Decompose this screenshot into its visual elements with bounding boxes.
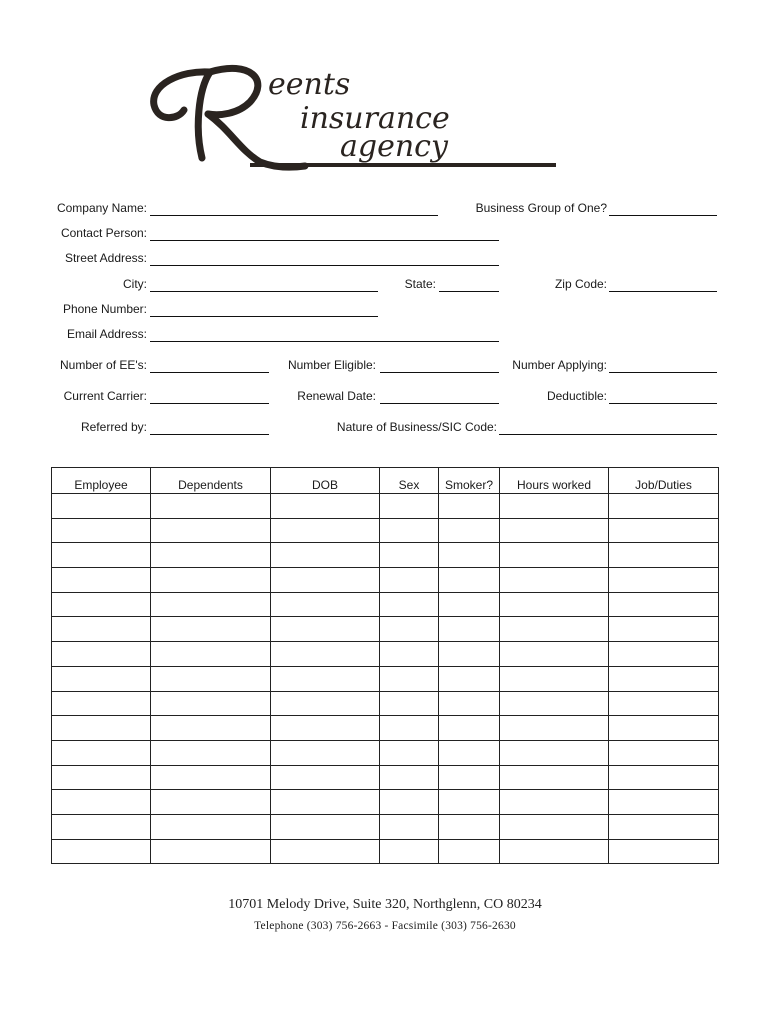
- table-cell[interactable]: [271, 716, 380, 741]
- table-cell[interactable]: [271, 518, 380, 543]
- table-cell[interactable]: [439, 617, 500, 642]
- state-label: State:: [404, 277, 436, 291]
- table-cell[interactable]: [439, 740, 500, 765]
- table-row: [52, 666, 719, 691]
- table-cell[interactable]: [52, 716, 151, 741]
- table-cell[interactable]: [380, 716, 439, 741]
- zip-code-label: Zip Code:: [554, 277, 607, 291]
- city-field[interactable]: [150, 291, 378, 292]
- deductible-field[interactable]: [609, 403, 717, 404]
- current-carrier-field[interactable]: [150, 403, 269, 404]
- table-cell[interactable]: [439, 691, 500, 716]
- table-cell[interactable]: [609, 790, 719, 815]
- table-row: [52, 642, 719, 667]
- table-cell[interactable]: [151, 642, 271, 667]
- table-cell[interactable]: [609, 543, 719, 568]
- number-ees-label: Number of EE's:: [60, 358, 147, 372]
- table-cell[interactable]: [380, 740, 439, 765]
- phone-number-field[interactable]: [150, 316, 378, 317]
- table-row: [52, 691, 719, 716]
- table-cell[interactable]: [500, 765, 609, 790]
- zip-code-field[interactable]: [609, 291, 717, 292]
- table-cell[interactable]: [500, 790, 609, 815]
- table-cell[interactable]: [151, 716, 271, 741]
- deductible-label: Deductible:: [546, 389, 607, 403]
- table-body: [52, 494, 719, 864]
- table-cell[interactable]: [609, 666, 719, 691]
- table-row: [52, 568, 719, 593]
- table-cell[interactable]: [500, 592, 609, 617]
- table-cell[interactable]: [271, 666, 380, 691]
- table-cell[interactable]: [380, 543, 439, 568]
- table-cell[interactable]: [609, 814, 719, 839]
- table-row: [52, 814, 719, 839]
- table-cell[interactable]: [271, 592, 380, 617]
- table-cell[interactable]: [52, 691, 151, 716]
- current-carrier-label: Current Carrier:: [63, 389, 147, 403]
- table-row: [52, 740, 719, 765]
- col-dob: DOB: [271, 468, 380, 494]
- table-row: [52, 518, 719, 543]
- table-row: [52, 790, 719, 815]
- renewal-date-label: Renewal Date:: [297, 389, 376, 403]
- contact-person-field[interactable]: [150, 240, 499, 241]
- table-cell[interactable]: [380, 592, 439, 617]
- number-eligible-field[interactable]: [380, 372, 499, 373]
- nature-business-label: Nature of Business/SIC Code:: [336, 420, 497, 434]
- col-job-duties: Job/Duties: [609, 468, 719, 494]
- table-cell[interactable]: [271, 543, 380, 568]
- renewal-date-field[interactable]: [380, 403, 499, 404]
- table-cell[interactable]: [151, 568, 271, 593]
- table-cell[interactable]: [271, 740, 380, 765]
- table-cell[interactable]: [609, 765, 719, 790]
- table-cell[interactable]: [380, 518, 439, 543]
- table-cell[interactable]: [271, 568, 380, 593]
- state-field[interactable]: [439, 291, 499, 292]
- table-row: [52, 839, 719, 864]
- table-cell[interactable]: [500, 716, 609, 741]
- table-cell[interactable]: [500, 740, 609, 765]
- table-cell[interactable]: [380, 691, 439, 716]
- table-cell[interactable]: [609, 494, 719, 519]
- table-cell[interactable]: [609, 691, 719, 716]
- table-cell[interactable]: [439, 543, 500, 568]
- table-cell[interactable]: [151, 518, 271, 543]
- agency-phone-fax: Telephone (303) 756-2663 - Facsimile (303) 756-2630: [254, 920, 516, 932]
- col-dependents: Dependents: [151, 468, 271, 494]
- table-cell[interactable]: [380, 814, 439, 839]
- table-cell[interactable]: [500, 568, 609, 593]
- table-cell[interactable]: [151, 494, 271, 519]
- table-cell[interactable]: [151, 617, 271, 642]
- col-employee: Employee: [52, 468, 151, 494]
- table-cell[interactable]: [271, 790, 380, 815]
- table-cell[interactable]: [609, 839, 719, 864]
- table-cell[interactable]: [439, 568, 500, 593]
- table-cell[interactable]: [52, 494, 151, 519]
- table-cell[interactable]: [500, 691, 609, 716]
- contact-person-label: Contact Person:: [60, 226, 147, 240]
- table-cell[interactable]: [271, 765, 380, 790]
- table-cell[interactable]: [439, 814, 500, 839]
- table-cell[interactable]: [151, 740, 271, 765]
- table-cell[interactable]: [271, 642, 380, 667]
- col-sex: Sex: [380, 468, 439, 494]
- table-cell[interactable]: [151, 790, 271, 815]
- table-cell[interactable]: [52, 765, 151, 790]
- table-cell[interactable]: [151, 765, 271, 790]
- table-cell[interactable]: [500, 494, 609, 519]
- number-ees-field[interactable]: [150, 372, 269, 373]
- table-cell[interactable]: [52, 740, 151, 765]
- table-cell[interactable]: [439, 790, 500, 815]
- number-eligible-label: Number Eligible:: [287, 358, 376, 372]
- table-cell[interactable]: [609, 740, 719, 765]
- agency-address: 10701 Melody Drive, Suite 320, Northglenn, CO 80234: [228, 897, 542, 912]
- referred-by-field[interactable]: [150, 434, 269, 435]
- col-hours-worked: Hours worked: [500, 468, 609, 494]
- table-cell[interactable]: [380, 666, 439, 691]
- table-cell[interactable]: [271, 814, 380, 839]
- table-cell[interactable]: [380, 790, 439, 815]
- table-row: [52, 617, 719, 642]
- table-cell[interactable]: [380, 839, 439, 864]
- table-cell[interactable]: [52, 666, 151, 691]
- table-cell[interactable]: [151, 814, 271, 839]
- email-address-field[interactable]: [150, 341, 499, 342]
- phone-number-label: Phone Number:: [62, 302, 147, 316]
- table-cell[interactable]: [439, 642, 500, 667]
- table-cell[interactable]: [151, 543, 271, 568]
- table-cell[interactable]: [52, 839, 151, 864]
- employee-census-table: [51, 467, 719, 864]
- table-cell[interactable]: [500, 839, 609, 864]
- table-cell[interactable]: [52, 617, 151, 642]
- table-cell[interactable]: [439, 494, 500, 519]
- table-cell[interactable]: [380, 765, 439, 790]
- table-row: [52, 494, 719, 519]
- email-address-label: Email Address:: [66, 327, 147, 341]
- table-cell[interactable]: [439, 666, 500, 691]
- logo-line-2: insurance: [300, 101, 450, 136]
- table-cell[interactable]: [439, 716, 500, 741]
- table-cell[interactable]: [609, 642, 719, 667]
- table-cell[interactable]: [271, 494, 380, 519]
- table-cell[interactable]: [609, 716, 719, 741]
- referred-by-label: Referred by:: [80, 420, 147, 434]
- business-group-label: Business Group of One?: [475, 201, 607, 215]
- table-cell[interactable]: [439, 518, 500, 543]
- table-row: [52, 765, 719, 790]
- table-cell[interactable]: [500, 814, 609, 839]
- table-cell[interactable]: [380, 568, 439, 593]
- table-cell[interactable]: [271, 691, 380, 716]
- table-cell[interactable]: [151, 592, 271, 617]
- table-cell[interactable]: [500, 666, 609, 691]
- col-smoker: Smoker?: [439, 468, 500, 494]
- table-cell[interactable]: [271, 617, 380, 642]
- table-cell[interactable]: [52, 568, 151, 593]
- table-cell[interactable]: [151, 691, 271, 716]
- table-cell[interactable]: [500, 642, 609, 667]
- company-name-field[interactable]: [150, 215, 438, 216]
- table-cell[interactable]: [609, 518, 719, 543]
- table-cell[interactable]: [52, 592, 151, 617]
- city-label: City:: [123, 277, 147, 291]
- number-applying-field[interactable]: [609, 372, 717, 373]
- logo-line-1: eents: [268, 67, 351, 102]
- table-cell[interactable]: [52, 543, 151, 568]
- table-cell[interactable]: [609, 568, 719, 593]
- table-cell[interactable]: [52, 642, 151, 667]
- table-header-row: [52, 468, 719, 494]
- table-row: [52, 716, 719, 741]
- table-cell[interactable]: [271, 839, 380, 864]
- table-cell[interactable]: [151, 666, 271, 691]
- table-cell[interactable]: [52, 790, 151, 815]
- table-cell[interactable]: [439, 592, 500, 617]
- table-cell[interactable]: [609, 592, 719, 617]
- logo-line-3: agency: [340, 129, 448, 164]
- application-form: [0, 0, 770, 450]
- number-applying-label: Number Applying:: [512, 358, 607, 372]
- street-address-label: Street Address:: [64, 251, 147, 265]
- table-cell[interactable]: [439, 839, 500, 864]
- company-name-label: Company Name:: [56, 201, 147, 215]
- street-address-field[interactable]: [150, 265, 499, 266]
- table-cell[interactable]: [500, 617, 609, 642]
- table-cell[interactable]: [500, 518, 609, 543]
- table-cell[interactable]: [380, 617, 439, 642]
- table-row: [52, 543, 719, 568]
- table-cell[interactable]: [151, 839, 271, 864]
- table-cell[interactable]: [380, 642, 439, 667]
- table-cell[interactable]: [52, 518, 151, 543]
- table-cell[interactable]: [52, 814, 151, 839]
- nature-business-field[interactable]: [499, 434, 717, 435]
- table-cell[interactable]: [380, 494, 439, 519]
- business-group-field[interactable]: [609, 215, 717, 216]
- table-cell[interactable]: [609, 617, 719, 642]
- table-row: [52, 592, 719, 617]
- table-cell[interactable]: [500, 543, 609, 568]
- table-cell[interactable]: [439, 765, 500, 790]
